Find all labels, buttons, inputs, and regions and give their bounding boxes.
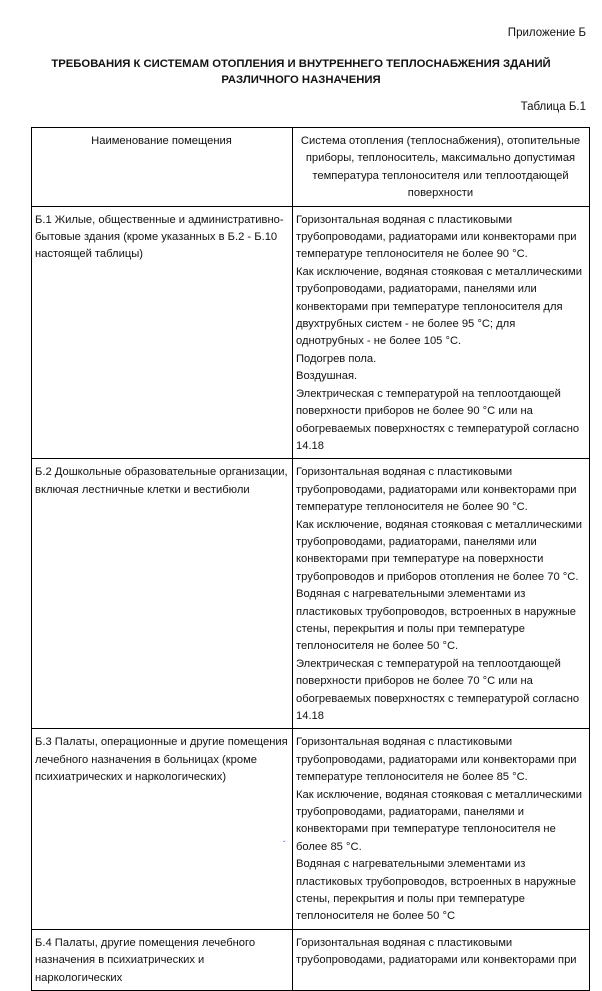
table-label: Таблица Б.1 <box>520 101 586 113</box>
system-cell <box>293 729 590 929</box>
system-paragraph: Электрическая с температурой на теплоотдающей поверхности приборов не более 70 °С или на обогреваемых поверхностях с температурой согласно 14.18 <box>296 657 580 722</box>
system-cell <box>293 206 590 459</box>
system-cell <box>293 459 590 729</box>
system-paragraph: Электрическая с температурой на теплоотдающей поверхности приборов не более 90 °С или на обогреваемых поверхностях с температурой согласно 14.18 <box>296 387 580 452</box>
system-paragraph: Водяная с нагревательными элементами из пластиковых трубопроводов, встроенных в наружные стены, перекрытия и полы при температуре теплоносителя не более 50 °С <box>296 858 576 923</box>
document-title: ТРЕБОВАНИЯ К СИСТЕМАМ ОТОПЛЕНИЯ И ВНУТРЕННЕГО ТЕПЛОСНАБЖЕНИЯ ЗДАНИЙ РАЗЛИЧНОГО НАЗНАЧЕНИЯ <box>51 58 551 86</box>
system-paragraph: Горизонтальная водяная с пластиковыми трубопроводами, радиаторами или конвекторами при температуре теплоносителя не более 85 °С. <box>296 736 577 784</box>
room-cell: Б.3 Палаты, операционные и другие помещения лечебного назначения в больницах (кроме психиатрических и наркологических) <box>32 729 293 929</box>
table-row <box>32 459 590 729</box>
system-paragraph: Горизонтальная водяная с пластиковыми трубопроводами, радиаторами или конвекторами при температуре теплоносителя не более 90 °С. <box>296 466 577 514</box>
room-cell: Б.2 Дошкольные образовательные организации, включая лестничные клетки и вестибюли <box>32 459 293 729</box>
table-row <box>32 729 590 929</box>
heating-requirements-table <box>31 127 590 991</box>
system-paragraph: Воздушная. <box>296 370 358 383</box>
header-heating-system: Система отопления (теплоснабжения), отопительные приборы, теплоноситель, максимально допустимая температура теплоносителя или теплоотдающей поверхности <box>293 128 590 207</box>
system-paragraph: Как исключение, водяная стояковая с металлическими трубопроводами, радиаторами, панелями и конвекторами при температуре теплоносителя не более 85 °С. <box>296 788 582 853</box>
system-paragraph: Как исключение, водяная стояковая с металлическими трубопроводами, радиаторами, панелями или конвекторами при температуре теплоносителя для двухтрубных систем - не более 95 °С; для однотрубных - не более 105 °С. <box>296 265 582 348</box>
header-room-name: Наименование помещения <box>32 128 293 207</box>
system-paragraph: Как исключение, водяная стояковая с металлическими трубопроводами, радиаторами, панелями или конвекторами при температуре на поверхности трубопроводов и приборов отопления не более 70 °С. <box>296 518 582 583</box>
system-paragraph: Подогрев пола. <box>296 352 377 365</box>
room-cell: Б.4 Палаты, другие помещения лечебного назначения в психиатрических и наркологических <box>32 929 293 990</box>
system-paragraph: Горизонтальная водяная с пластиковыми трубопроводами, радиаторами или конвекторами при <box>296 936 577 967</box>
system-cell <box>293 929 590 990</box>
system-paragraph: Горизонтальная водяная с пластиковыми трубопроводами, радиаторами или конвекторами при температуре теплоносителя не более 90 °С. <box>296 213 577 261</box>
system-paragraph: Водяная с нагревательными элементами из пластиковых трубопроводов, встроенных в наружные стены, перекрытия и полы при температуре теплоносителя не более 50 °С. <box>296 588 576 653</box>
table-row <box>32 206 590 459</box>
appendix-label: Приложение Б <box>507 27 586 39</box>
room-cell: Б.1 Жилые, общественные и административно-бытовые здания (кроме указанных в Б.2 - Б.10 настоящей таблицы) <box>32 206 293 459</box>
table-header-row <box>32 128 590 207</box>
text-cursor-icon: ˇ <box>283 840 286 849</box>
table-row <box>32 929 590 990</box>
